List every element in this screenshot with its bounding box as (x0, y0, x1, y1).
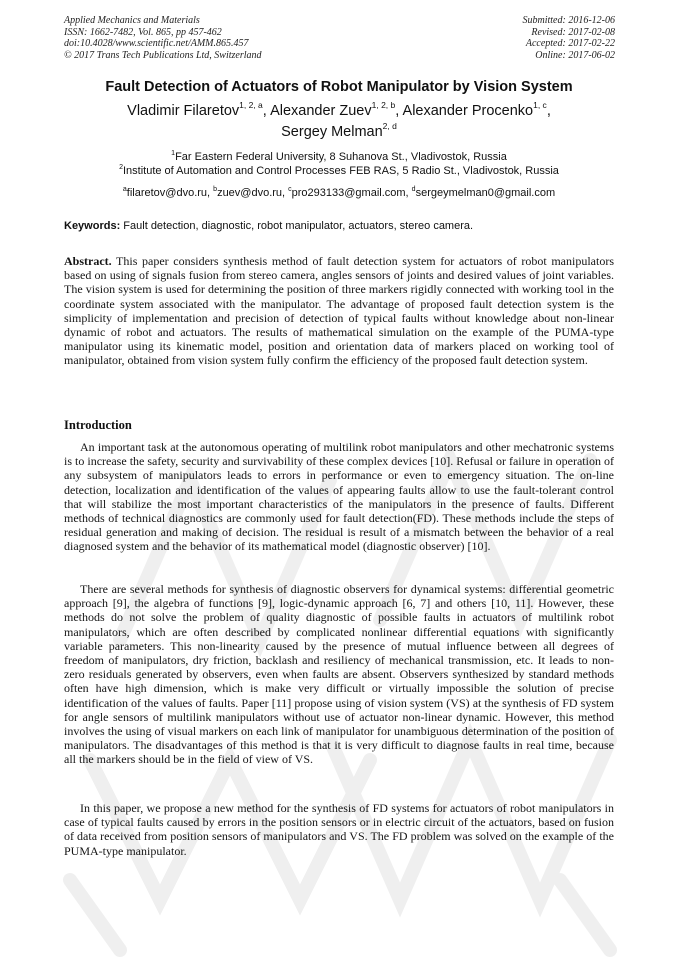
journal-info (64, 15, 262, 61)
paper-title: Fault Detection of Actuators of Robot Manipulator by Vision System (105, 79, 573, 95)
author-affiliation-mark: 1, 2, b (371, 100, 396, 110)
abstract-label: Abstract. (64, 254, 112, 268)
email-link[interactable]: zuev@dvo.ru, (217, 187, 289, 199)
author-affiliation-mark: 1, 2, a (239, 100, 263, 110)
email-link[interactable]: filaretov@dvo.ru, (126, 187, 214, 199)
body-paragraph: An important task at the autonomous operating of multilink robot manipulators and other mechatronic systems is to increase the safety, security and survivability of these complex devices [10]. Refusal or failure in operation of any subsystem of manipulators leads to errors in performance or even to emergency situation. The on-line detection, localization and identification of the values of appearing faults allow to use the fault-tolerant control that will stabilize the most important characteristics of the manipulators in the presence of faults. Different methods of technical diagnostics are commonly used for fault detection(FD). These methods include the steps of residual generation and making of decision. The residual is result of a mismatch between the behavior of a real diagnosed system and the behavior of its mathematical model (diagnostic observer) [10]. (64, 440, 614, 554)
doi: doi:10.4028/www.scientific.net/AMM.865.457 (64, 38, 249, 49)
keywords (64, 219, 614, 233)
affiliations (64, 150, 614, 178)
author-name: Alexander Procenko (402, 103, 534, 119)
journal-name: Applied Mechanics and Materials (64, 15, 200, 26)
keywords-text: Fault detection, diagnostic, robot manipulator, actuators, stereo camera. (120, 220, 474, 232)
copyright: © 2017 Trans Tech Publications Ltd, Switzerland (64, 49, 262, 61)
author-name: Alexander Zuev (270, 103, 372, 119)
email-link[interactable]: pro293133@gmail.com, (291, 187, 412, 199)
keywords-label: Keywords: (64, 220, 121, 232)
online-date: Online: 2017-06-02 (535, 49, 615, 61)
affiliation-line: $^1$Far Eastern Federal University, 8 Suhanova St., Vladivostok, Russia (171, 150, 507, 163)
body-paragraph: There are several methods for synthesis of diagnostic observers for dynamical systems: differential geometric approach [9], the algebra of functions [9], logic-dynamic approach [6, 7] and others [10, 11]. However, these methods do not solve the problem of quality diagnostic of possible faults in actuators of multilink robot manipulators, which are often described by complicated nonlinear differential equations with significantly variable parameters. This non-linearity caused by the presence of mutual influence between all degrees of freedom of manipulators, dry friction, backlash and resiliency of mechanical transmission, etc. It leads to non-zero residuals generated by observers, even when faults are absent. Observers synthesized by standard methods often have high dimension, which is make very difficult or virtually impossible the solution of precise identification of the values of faults. Paper [11] propose using of vision system (VS) at the synthesis of FD system for angle sensors of multilink manipulators without use of actuator non-linear dynamic. However, this method involves the using of visual markers on each link of manipulator for unambiguous determination of the position of manipulators. The disadvantages of this method is that it is very difficult to diagnose faults in real time, because all the markers should be in the field of view of VS. (64, 582, 614, 767)
publication-dates (523, 15, 616, 61)
body-paragraph: In this paper, we propose a new method for the synthesis of FD systems for actuators of robot manipulators in case of typical faults caused by errors in the position sensors or in electric circuit of the actuators, based on fusion of data received from position sensors of manipulators and VS. The FD problem was solved on the example of the PUMA-type manipulator. (64, 801, 614, 858)
section-heading-introduction: Introduction (64, 418, 132, 432)
author-list: Vladimir Filaretov$^{1, 2, a}$, Alexander Zuev$^{1, 2, b}$, Alexander Procenko$^{1, c}$, Sergey Melman$^{2, d}$ (127, 100, 551, 140)
abstract-text: This paper considers synthesis method of fault detection system for actuators of robot manipulators based on using of signals fusion from stereo camera, angles sensors of joints and desired values of joint variables. The vision system is used for determining the position of three markers rigidly connected with working tool in the coordinate system associated with the manipulator. The advantage of proposed fault detection system is the simplicity of implementation and precision of detection of typical faults without knowledge about non-linear dynamic of robot and actuators. The results of mathematical simulation on the example of the PUMA-type manipulator using its kinematic model, position and orientation data of markers placed on working tool of manipulator, obtained from vision system fully confirm the efficiency of the proposed fault detection system. (64, 254, 614, 368)
email-link[interactable]: sergeymelman0@gmail.com (415, 187, 556, 199)
revised-date: Revised: 2017-02-08 (531, 26, 615, 38)
issn-volume: ISSN: 1662-7482, Vol. 865, pp 457-462 (64, 26, 222, 38)
affiliation-line: $^2$Institute of Automation and Control Processes FEB RAS, 5 Radio St., Vladivostok, Russia (119, 164, 559, 177)
accepted-date: Accepted: 2017-02-22 (525, 38, 615, 49)
author-affiliation-mark: 2, d (382, 121, 397, 131)
author-name: Sergey Melman (281, 124, 383, 140)
submitted-date: Submitted: 2016-12-06 (522, 15, 615, 26)
author-affiliation-mark: 1, c (533, 100, 547, 110)
abstract (64, 254, 614, 368)
author-emails: $^a$filaretov@dvo.ru, $^b$zuev@dvo.ru, $^c$pro293133@gmail.com, $^d$sergeymelman0@gmail.com (122, 186, 556, 199)
author-name: Vladimir Filaretov (127, 103, 240, 119)
